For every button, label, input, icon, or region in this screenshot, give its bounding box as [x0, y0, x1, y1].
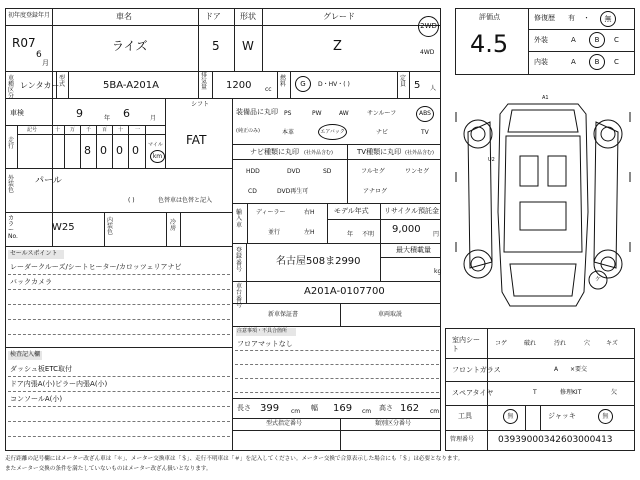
tv-title-sub: (社外品含む): [405, 150, 434, 156]
exterior-label: 外装色: [8, 175, 15, 194]
recycle-label: リサイクル預託金: [384, 207, 440, 215]
inspect-year-unit: 年: [104, 115, 111, 122]
fuel-others: D・HV・( ): [318, 81, 350, 88]
wid-label: 幅: [311, 404, 318, 412]
glass-label: フロントガラス: [452, 366, 501, 374]
odo-record-label: 記号: [27, 127, 38, 133]
fuel-label: 燃料: [280, 75, 287, 88]
vin-value: A201A-0107700: [304, 286, 385, 297]
cat-value: レンタカー: [20, 81, 60, 90]
spare-label: スペアタイヤ: [452, 389, 494, 397]
memo-line1: ダッシュ板ETC取付: [10, 365, 73, 373]
inspect-month-unit: 月: [150, 115, 157, 122]
sales-points-line1: レーダークルーズ/シートヒーター/カロッツェリアナビ: [10, 263, 182, 271]
glass-replace: ×要交: [570, 366, 588, 373]
shape-value: W: [242, 39, 254, 53]
hgt-unit: cm: [430, 408, 440, 415]
model-label: 型式: [59, 75, 66, 88]
equip-pw: PW: [312, 110, 322, 117]
mgmt-label: 管理番号: [450, 436, 475, 443]
notes-label: 注意事項・不具合箇所: [237, 328, 288, 334]
seat-koge: コゲ: [495, 340, 508, 347]
glass-a: A: [554, 366, 559, 373]
disp-value: 1200: [226, 80, 252, 91]
score-value: 4.5: [470, 30, 509, 58]
navi-dvd-play: DVD再生可: [277, 188, 309, 195]
interior-color-label: 内装色: [107, 217, 114, 236]
exterior-note: 色替車は色替と記入: [158, 197, 213, 204]
mgmt-value: 03939000342603000413: [498, 435, 613, 445]
exterior-grade-a: A: [571, 36, 576, 44]
odo-unit-5: 一: [135, 127, 141, 133]
memo-line3: コンソールA(小): [10, 395, 63, 403]
seat-ana: 穴: [584, 340, 591, 347]
interior-grade-label: 内装: [534, 58, 548, 66]
odo-digit-2: 8: [84, 144, 91, 157]
odo-digit-5: 0: [132, 144, 139, 157]
cap-value: 5: [414, 80, 421, 91]
cert-manual: 車両取説: [378, 311, 403, 318]
odo-digit-4: 0: [116, 144, 123, 157]
exterior-grade-b-circle: B: [589, 32, 605, 48]
import-left: 左H: [304, 229, 315, 236]
wid-unit: cm: [362, 408, 372, 415]
seat-kizu: キズ: [606, 340, 618, 347]
reg-month-unit: 月: [42, 59, 49, 67]
odo-mile: マイル: [148, 142, 163, 148]
equip-tv: TV: [421, 129, 429, 136]
equip-navi: ナビ: [376, 129, 389, 136]
model-year-unit: 年: [347, 231, 354, 238]
model-year-unknown: 不明: [362, 231, 375, 238]
import-parallel: 並行: [268, 229, 281, 236]
exterior-paren: ( ): [128, 197, 135, 204]
type-category-label: 類別区分番号: [375, 420, 412, 427]
odo-unit-0: 十: [55, 127, 61, 133]
odo-unit-1: 万: [70, 127, 76, 133]
exterior-grade-label: 外装: [534, 36, 548, 44]
spare-kit: 修理KIT: [560, 389, 582, 396]
drive-4wd: 4WD: [420, 49, 435, 56]
len-value: 399: [260, 403, 280, 414]
import-right: 右H: [304, 209, 315, 216]
inspect-label: 車検: [10, 109, 24, 117]
color-value: W25: [52, 222, 75, 233]
cold-label: 冷房: [170, 219, 177, 232]
spare-t: T: [533, 389, 537, 396]
score-label: 評価点: [479, 13, 500, 21]
repair-yes: 有: [568, 14, 575, 22]
equip-sunroof: サンルーフ: [367, 110, 397, 117]
damage-a1: A1: [542, 95, 549, 101]
recycle-unit: 円: [433, 231, 440, 238]
disp-label: 排気量: [201, 72, 208, 91]
reg-year-label: 初年度登録年月: [8, 12, 51, 19]
interior-seat-label: 室内シート: [452, 336, 480, 354]
odo-unit-4: 十: [118, 127, 124, 133]
len-label: 長さ: [237, 404, 251, 412]
door-label: ドア: [205, 12, 221, 21]
reg-month-value: 6: [36, 50, 42, 60]
shape-label: 形状: [240, 12, 256, 21]
recycle-value: 9,000: [392, 224, 421, 235]
equip-airbag-circle: エアバック: [318, 124, 347, 140]
plate-label: 登録番号: [236, 247, 243, 273]
damage-ke: ケ: [595, 276, 602, 283]
reg-year-value: R07: [12, 36, 36, 50]
repair-no-circle: 無: [600, 11, 616, 27]
odo-unit-2: 千: [86, 127, 92, 133]
jack-label: ジャッキ: [548, 412, 576, 420]
notes-value: フロアマットなし: [237, 340, 293, 348]
cat-label: 車種区分: [8, 75, 15, 100]
repair-label: 修復歴: [534, 14, 555, 22]
tv-fullseg: フルセグ: [361, 168, 385, 175]
exterior-grade-c: C: [614, 36, 619, 44]
equip-abs-circle: ABS: [416, 106, 434, 122]
cc-unit: cc: [265, 86, 272, 93]
footer-line1: 走行距離の記号欄にはメーター改ざん車は「＊」、メーター交換車は「＄」、走行不明車は「＃」を記入してください。メーター交換で合算表示した場合にも「＄」は必要となります。: [5, 456, 464, 462]
exterior-value: パール: [35, 176, 62, 186]
inspect-year: 9: [76, 107, 83, 120]
len-unit: cm: [291, 408, 301, 415]
tools-label: 工具: [458, 412, 472, 420]
wid-value: 169: [333, 403, 353, 414]
shift-value: FAT: [186, 133, 207, 147]
model-year-label: モデル年式: [334, 207, 369, 215]
navi-cd: CD: [248, 188, 257, 195]
inspect-month: 6: [123, 107, 130, 120]
equip-aw: AW: [339, 110, 349, 117]
sales-points-line2: バックカメラ: [10, 278, 52, 286]
repair-dot: ・: [583, 14, 590, 22]
car-diagram-drawing: [448, 92, 638, 322]
equip-sub: (純正のみ): [236, 128, 260, 134]
import-label: 輸入車: [236, 209, 243, 229]
navi-title: ナビ種類に丸印: [250, 148, 299, 156]
memo-line2: ドア内張A(小)ピラー内張A(小): [10, 380, 108, 388]
tools-none-circle: 無: [503, 409, 518, 424]
equip-ps: PS: [284, 110, 292, 117]
model-value: 5BA-A201A: [103, 80, 160, 91]
tv-analog: アナログ: [363, 188, 388, 195]
seat-yabure: 破れ: [524, 340, 537, 347]
equip-leather: 本革: [282, 129, 295, 136]
spare-missing: 欠: [611, 389, 618, 396]
plate-value: 名古屋508ま2990: [276, 256, 361, 267]
seat-yogore: 汚れ: [554, 340, 567, 347]
memo-label: 検査記入欄: [10, 351, 41, 358]
odo-digit-3: 0: [100, 144, 107, 157]
grade-value: Z: [333, 39, 342, 54]
navi-sd: SD: [323, 168, 332, 175]
max-load-unit: kg: [434, 268, 442, 275]
sales-points-label: セールスポイント: [10, 250, 58, 257]
drive-2wd-circle: 2WD: [418, 16, 439, 37]
footer-line2: またメーター交換の条件を満たしていないものはメーター改ざん扱いとなります。: [5, 466, 212, 472]
hgt-label: 高さ: [379, 404, 393, 412]
cert-new: 新車保証書: [268, 311, 299, 318]
type-designate-label: 型式指定番号: [266, 420, 303, 427]
cap-label: 定員: [400, 75, 407, 88]
cap-unit: 人: [430, 85, 437, 92]
tv-oneseg: ワンセグ: [405, 168, 430, 175]
damage-u2: U2: [488, 157, 495, 163]
navi-dvd: DVD: [287, 168, 301, 175]
interior-grade-c: C: [614, 58, 619, 66]
vin-label: 車台番号: [236, 283, 243, 309]
odo-unit-3: 百: [102, 127, 108, 133]
import-dealer: ディーラー: [256, 209, 286, 216]
color-label: カラーNo.: [8, 215, 18, 240]
max-load-label: 最大積載量: [396, 246, 431, 254]
navi-title-sub: (社外品含む): [304, 150, 333, 156]
jack-none-circle: 無: [598, 409, 613, 424]
car-diagram: [448, 92, 638, 322]
grade-label: グレード: [323, 12, 355, 21]
interior-grade-b-circle: B: [589, 54, 605, 70]
car-name-label: 車名: [116, 12, 132, 21]
odo-km-circle: km: [150, 150, 165, 163]
car-name-value: ライズ: [112, 39, 148, 53]
interior-grade-a: A: [571, 58, 576, 66]
navi-hdd: HDD: [246, 168, 260, 175]
odo-label: 走行: [8, 137, 15, 150]
shift-label: シフト: [191, 101, 210, 108]
fuel-g-circle: G: [295, 76, 311, 92]
tv-title: TV種類に丸印: [357, 148, 402, 156]
equip-label: 装備品に丸印: [236, 108, 278, 116]
door-value: 5: [212, 39, 220, 53]
hgt-value: 162: [400, 403, 420, 414]
